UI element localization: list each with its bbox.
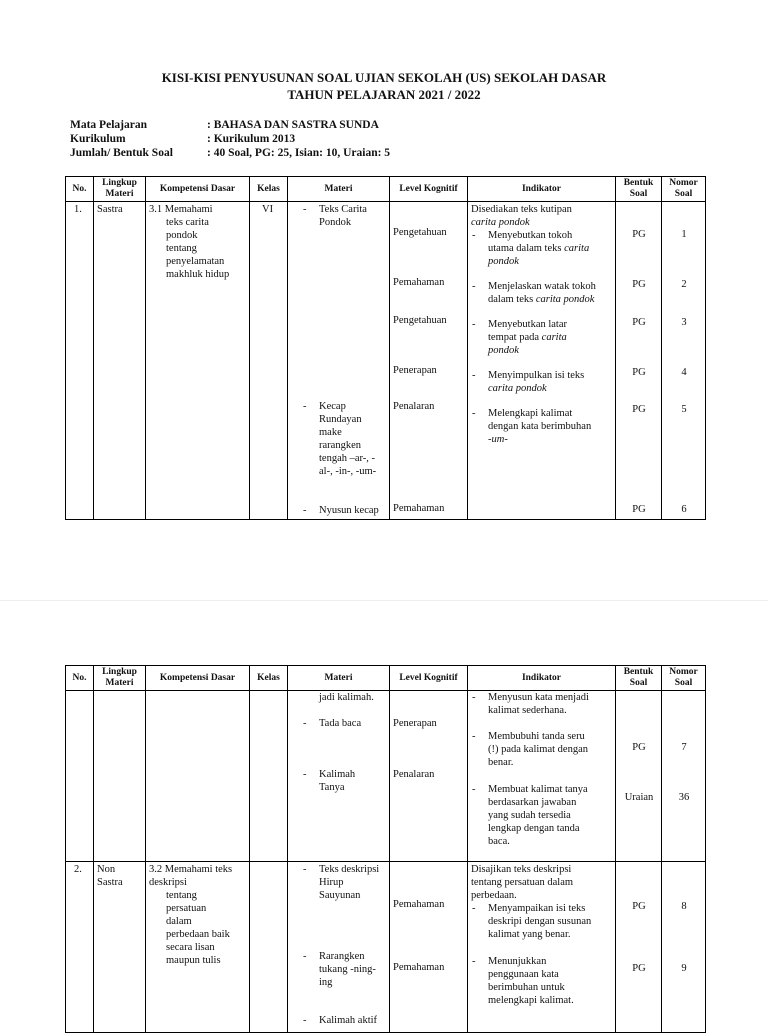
text-line: 8 [681,901,687,912]
text-line: -um- [488,434,508,445]
text-line: - Membuat kalimat tanya [488,783,588,796]
meta-key: Mata Pelajaran [70,119,147,131]
text-line: penyelamatan [166,256,225,267]
text-line: perbedaan. [471,890,517,901]
document-subtitle: TAHUN PELAJARAN 2021 / 2022 [287,87,481,102]
document-page-2 [0,600,768,1025]
text-line: perbedaan baik [166,929,230,940]
meta-key: Jumlah/ Bentuk Soal [70,147,173,159]
nomor-soal [662,202,705,519]
text-line: - Tada baca [319,717,361,730]
grid-table-page-1 [65,176,706,520]
text-line: benar. [488,757,514,768]
text-line: - Teks deskripsi [319,863,379,876]
text-line: - Menyimpulkan isi teks [488,369,584,382]
text-line: Pemahaman [393,277,445,288]
text-line: carita pondok [488,383,547,394]
meta-key: Kurikulum [70,133,126,145]
indikator [468,202,615,519]
text-line: dengan kata berimbuhan [488,421,592,432]
lingkup-materi [94,862,145,1032]
indikator [468,862,615,1032]
text-line: kalimat sederhana. [488,705,567,716]
indikator [468,691,615,861]
text-line: deskripi dengan susunan [488,916,592,927]
col-header: Nomor Soal [662,666,706,691]
text-line: 4 [681,367,687,378]
col-header: No. [66,666,94,691]
text-line: dalam teks [488,294,534,305]
text-line: PG [632,901,646,912]
text-line: Non [97,864,116,875]
meta-row-curriculum [70,132,295,146]
materi [288,202,389,519]
text-line: Disediakan teks kutipan [471,204,572,215]
table-row [66,691,706,862]
col-header: Bentuk Soal [616,177,662,202]
table-row [66,862,706,1033]
text-line: carita [564,243,590,254]
level-kognitif [390,691,467,861]
materi [288,691,389,861]
text-line: - Rarangken [319,950,364,963]
text-line [488,293,594,306]
col-header: Kompetensi Dasar [146,666,250,691]
text-line: Sastra [97,877,123,888]
text-line: Menyebutkan tokoh [488,230,573,241]
col-header: Level Kognitif [390,666,468,691]
text-line: Pengetahuan [393,227,447,238]
text-line [488,331,567,344]
document-title: KISI-KISI PENYUSUNAN SOAL UJIAN SEKOLAH (US) SEKOLAH DASAR [161,70,607,85]
text-line: Penerapan [393,365,437,376]
text-line: Pemahaman [393,899,445,910]
text-line: tengah –ar-, - [319,453,376,464]
text-line: melengkapi kalimat. [488,995,574,1006]
nomor-soal [662,691,705,861]
text-line: teks carita [166,217,209,228]
col-header: Lingkup Materi [94,177,146,202]
table-header-row [66,177,706,202]
text-line: 36 [678,792,690,803]
text-line: 2 [681,279,687,290]
text-line: PG [632,404,646,415]
col-header: Indikator [468,177,616,202]
text-line: berimbuhan untuk [488,982,565,993]
text-line: 7 [681,742,687,753]
table-row [66,202,706,520]
text-line: - Melengkapi kalimat [488,407,572,420]
meta-row-count [70,146,390,160]
col-header: Materi [288,177,390,202]
text-line: carita pondok [535,294,595,305]
text-line: dalam [166,916,192,927]
col-header: Kompetensi Dasar [146,177,250,202]
text-line: jadi kalimah. [319,692,374,703]
text-line: Penalaran [393,401,435,412]
text-line: Tanya [319,782,345,793]
text-line: penggunaan kata [488,969,559,980]
text-line: - Teks Carita [319,203,367,216]
text-line: 3 [681,317,687,328]
text-line: Penerapan [393,718,437,729]
text-line [488,229,572,242]
bentuk-soal [616,691,661,861]
grid-table-page-2 [65,665,706,1033]
nomor-soal [662,862,705,1032]
text-line: Pengetahuan [393,315,447,326]
col-header: Nomor Soal [662,177,706,202]
text-line: ing [319,977,333,988]
text-line: lengkap dengan tanda [488,823,580,834]
text-line: maupun tulis [166,955,221,966]
text-line: Sauyunan [319,890,361,901]
text-line: Pemahaman [393,503,445,514]
text-line: 5 [681,404,687,415]
col-header: Lingkup Materi [94,666,146,691]
text-line: PG [632,279,646,290]
text-line: tentang [166,890,197,901]
text-line: PG [632,504,646,515]
text-line: rarangken [319,440,361,451]
text-line: tukang -ning- [319,964,376,975]
text-line: - Menjelaskan watak tokoh [488,280,596,293]
col-header: Kelas [250,666,288,691]
level-kognitif [390,862,467,1032]
text-line: PG [632,317,646,328]
kompetensi-dasar [146,202,249,519]
text-line: Uraian [624,792,654,803]
col-header: Bentuk Soal [616,666,662,691]
text-line: 3.2 Memahami teks [149,864,233,875]
text-line: - Membubuhi tanda seru [488,730,585,743]
kompetensi-dasar [146,862,249,1032]
text-line: kalimat yang benar. [488,929,571,940]
meta-row-subject [70,118,379,132]
text-line: 3.1 Memahami [149,204,213,215]
text-line: PG [632,229,646,240]
text-line: 9 [681,963,687,974]
text-line: PG [632,367,646,378]
level-kognitif [390,202,467,519]
row-number: 1. [74,204,82,215]
text-line: tentang [166,243,197,254]
text-line: al-, -in-, -um- [319,466,377,477]
text-line: berdasarkan jawaban [488,797,577,808]
text-line: PG [632,963,646,974]
text-line: 6 [681,504,687,515]
text-line: carita [541,332,567,343]
text-line: tentang persatuan dalam [471,877,574,888]
text-line: Pemahaman [393,962,445,973]
text-line: - Menyusun kata menjadi [488,691,589,704]
materi [288,862,389,1032]
table-header-row [66,666,706,691]
col-header: Level Kognitif [390,177,468,202]
text-line: makhluk hidup [166,269,230,280]
meta-value: : BAHASA DAN SASTRA SUNDA [207,119,379,131]
text-line: pondok [488,345,519,356]
text-line [488,242,589,255]
text-line: - Menyebutkan latar [488,318,567,331]
text-line: Hirup [319,877,344,888]
col-header: Indikator [468,666,616,691]
text-line: - Kalimah [319,768,355,781]
row-number: 2. [74,864,82,875]
text-line: - Nyusun kecap [319,504,379,517]
text-line: persatuan [166,903,207,914]
bentuk-soal [616,202,661,519]
text-line: - Menyampaikan isi teks [488,902,585,915]
text-line: (!) pada kalimat dengan [488,744,588,755]
meta-value: : 40 Soal, PG: 25, Isian: 10, Uraian: 5 [207,147,391,159]
text-line: make [319,427,342,438]
text-line: pondok [488,256,519,267]
text-line: deskripsi [149,877,187,888]
text-line: carita pondok [471,217,530,228]
text-line: Disajikan teks deskripsi [471,864,572,875]
col-header: No. [66,177,94,202]
text-line: Penalaran [393,769,435,780]
text-line: baca. [488,836,510,847]
meta-value: : Kurikulum 2013 [207,133,296,145]
kelas: VI [262,204,274,215]
text-line: 1 [681,229,687,240]
text-line: yang sudah tersedia [488,810,571,821]
text-line: utama dalam teks [488,243,562,254]
col-header: Materi [288,666,390,691]
text-line: - Menunjukkan [488,955,546,968]
bentuk-soal [616,862,661,1032]
text-line: Rundayan [319,414,362,425]
text-line: pondok [166,230,198,241]
text-line: - Kalimah aktif [319,1014,377,1027]
text-line: - Kecap [319,400,346,413]
col-header: Kelas [250,177,288,202]
text-line: tempat pada [488,332,540,343]
text-line: PG [632,742,646,753]
text-line: secara lisan [166,942,215,953]
lingkup-materi: Sastra [97,204,123,215]
text-line: Pondok [319,217,352,228]
